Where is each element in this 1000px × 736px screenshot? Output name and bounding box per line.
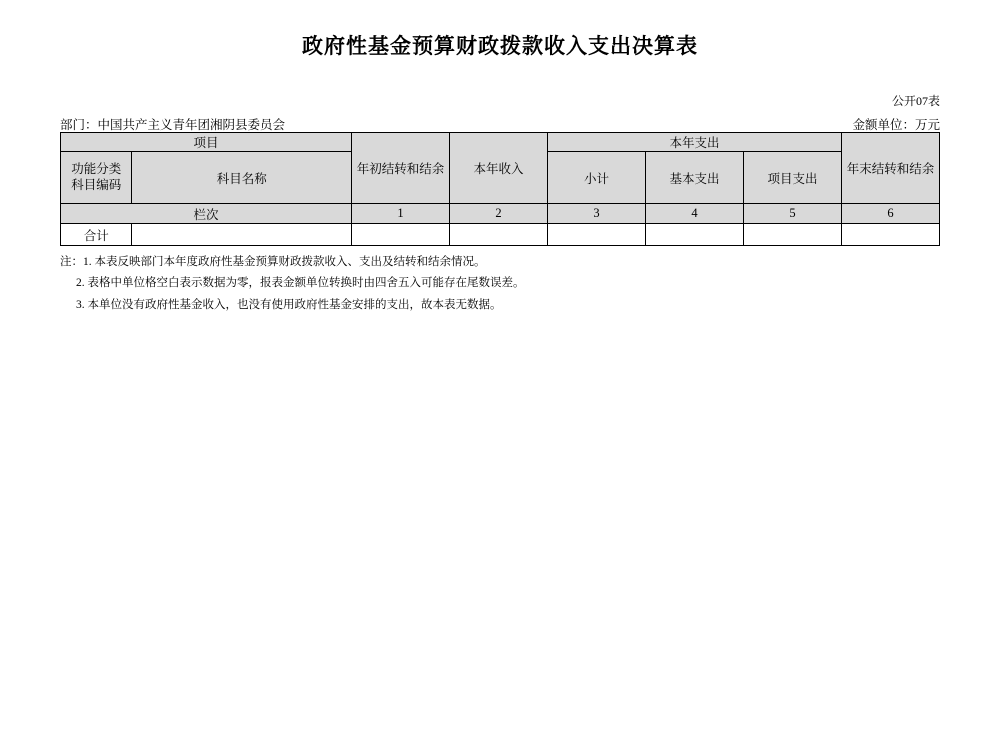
note-item-2: 2. 表格中单位格空白表示数据为零，报表金额单位转换时由四舍五入可能存在尾数误差。 [76,277,525,290]
table-header-row-1 [61,133,940,152]
meta-row [60,115,940,133]
budget-table [60,132,940,246]
cell-year-income [449,224,547,246]
column-index-5: 5 [743,204,841,224]
cell-subject-name [132,224,352,246]
cell-project-expenditure [743,224,841,246]
note-line-3 [60,295,525,316]
header-begin-balance: 年初结转和结余 [351,133,449,204]
department-label: 部门：中国共产主义青年团湘阴县委员会 [60,118,286,132]
amount-unit-label: 金额单位：万元 [852,118,940,132]
column-index-1: 1 [351,204,449,224]
column-index-label: 栏次 [61,204,352,224]
cell-subtotal [547,224,645,246]
notes-block [60,252,525,316]
cell-basic-expenditure [645,224,743,246]
form-code-label: 公开07表 [891,94,940,108]
table-column-index-row [61,204,940,224]
header-project-expenditure: 项目支出 [743,152,841,204]
note-line-1 [60,252,525,273]
header-year-income: 本年收入 [449,133,547,204]
note-line-2 [60,273,525,294]
notes-label: 注： [60,256,83,268]
page-title: 政府性基金预算财政拨款收入支出决算表 [302,34,698,58]
table-row [61,224,940,246]
header-basic-expenditure: 基本支出 [645,152,743,204]
header-function-code: 功能分类 科目编码 [61,152,132,204]
column-index-6: 6 [841,204,939,224]
header-end-balance: 年末结转和结余 [841,133,939,204]
column-index-4: 4 [645,204,743,224]
document-page [0,30,1000,736]
header-this-year-expenditure: 本年支出 [547,133,841,152]
column-index-3: 3 [547,204,645,224]
header-project: 项目 [61,133,352,152]
column-index-2: 2 [449,204,547,224]
note-item-1: 1. 本表反映部门本年度政府性基金预算财政拨款收入、支出及结转和结余情况。 [83,256,486,268]
note-item-3: 3. 本单位没有政府性基金收入，也没有使用政府性基金安排的支出，故本表无数据。 [76,298,502,311]
cell-end-balance [841,224,939,246]
cell-begin-balance [351,224,449,246]
header-subtotal: 小计 [547,152,645,204]
header-subject-name: 科目名称 [132,152,352,204]
cell-function-code: 合计 [61,224,132,246]
